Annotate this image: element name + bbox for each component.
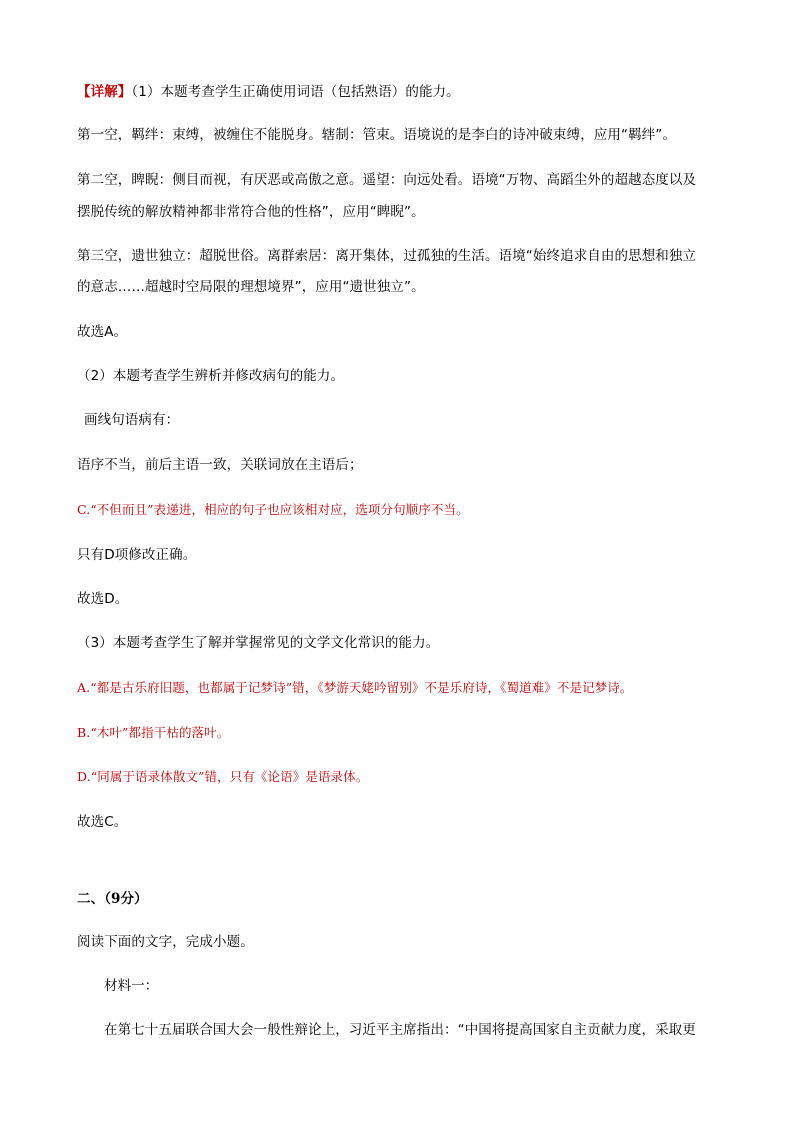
q3-intro: （3）本题考查学生了解并掌握常见的文学文化常识的能力。 <box>77 635 440 651</box>
detail-label: 【详解】 <box>77 84 132 100</box>
q3-option-a: A.“都是古乐府旧题，也都属于记梦诗”错，《梦游天姥吟留别》不是乐府诗，《蜀道难》不是记梦诗。 <box>77 680 633 695</box>
detail-intro-text: （1）本题考查学生正确使用词语（包括熟语）的能力。 <box>131 84 460 100</box>
material-one-label: 材料一： <box>104 978 159 994</box>
answer-2: 故选D。 <box>77 591 129 607</box>
blank2-line1: 第二空，睥睨：侧目而视，有厌恶或高傲之意。遥望：向远处看。语境“万物、高蹈尘外的超越态度以及 <box>77 172 697 188</box>
blank2-line2: 摆脱传统的解放精神都非常符合他的性格”，应用“睥睨”。 <box>77 204 425 220</box>
q2-option-c: C.“不但而且”表递进，相应的句子也应该相对应，选项分句顺序不当。 <box>77 502 469 517</box>
q2-underline-label: 画线句语病有： <box>84 412 180 428</box>
q3-option-b: B.“木叶”都指干枯的落叶。 <box>77 725 230 740</box>
q2-only-d: 只有D项修改正确。 <box>77 547 197 563</box>
section-two-title: 二、（9分） <box>77 891 148 907</box>
answer-3: 故选C。 <box>77 814 128 830</box>
detail-intro-line <box>77 82 460 102</box>
answer-1: 故选A。 <box>77 324 128 340</box>
blank1-text: 第一空，羁绊：束缚，被缠住不能脱身。辖制：管束。语境说的是李白的诗冲破束缚，应用“羁绊”。 <box>77 127 676 143</box>
q2-issue: 语序不当，前后主语一致，关联词放在主语后； <box>77 457 363 473</box>
blank3-line2: 的意志……超越时空局限的理想境界”，应用“遗世独立”。 <box>77 279 425 295</box>
section-two-instruction: 阅读下面的文字，完成小题。 <box>77 934 254 950</box>
material-one-text: 在第七十五届联合国大会一般性辩论上，习近平主席指出：“中国将提高国家自主贡献力度，采取更 <box>104 1022 696 1038</box>
q3-option-d: D.“同属于语录体散文”错，只有《论语》是语录体。 <box>77 769 369 784</box>
blank3-line1: 第三空，遗世独立：超脱世俗。离群索居：离开集体，过孤独的生活。语境“始终追求自由的思想和独立 <box>77 248 697 264</box>
q2-intro: （2）本题考查学生辨析并修改病句的能力。 <box>77 368 345 384</box>
